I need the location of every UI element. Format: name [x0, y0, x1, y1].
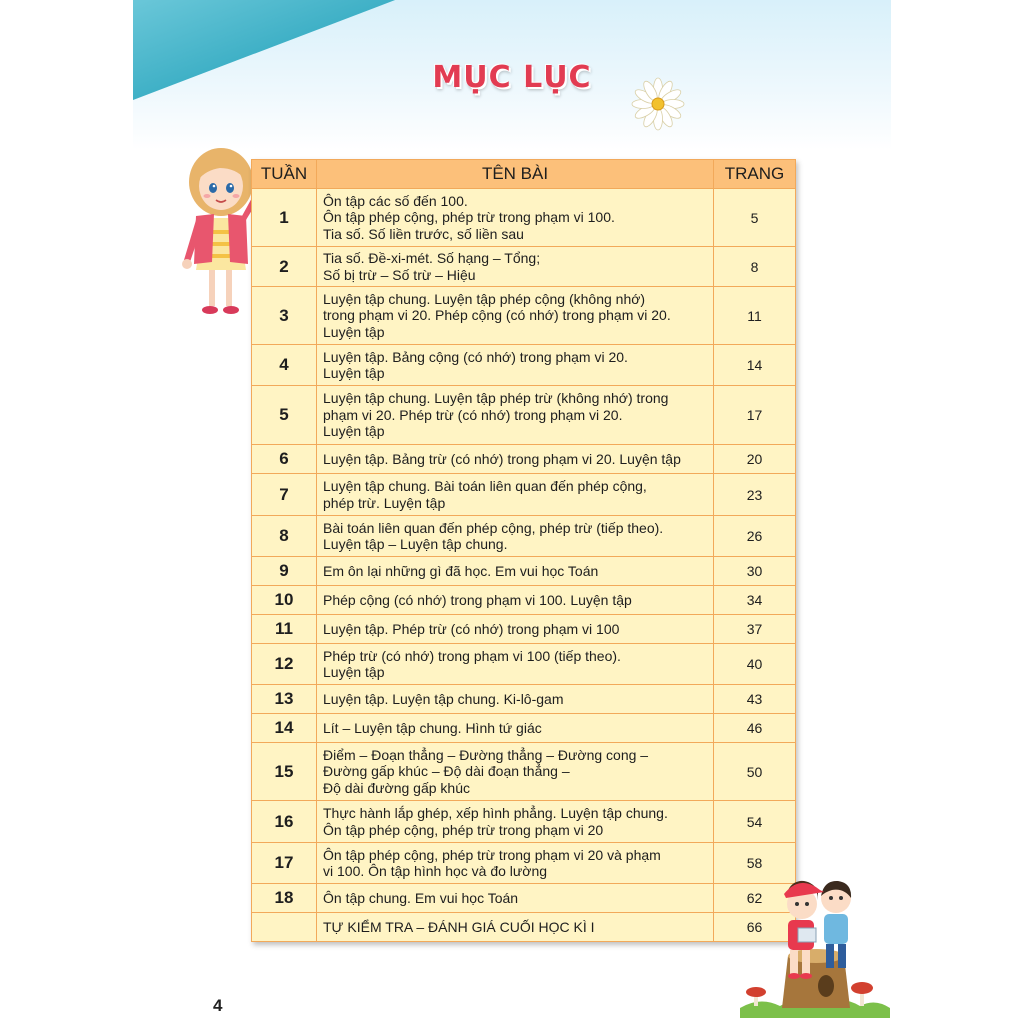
table-row — [252, 516, 796, 557]
row-week: 6 — [252, 445, 317, 474]
row-lesson-name — [317, 801, 714, 843]
lesson-line: Điểm – Đoạn thẳng – Đường thẳng – Đường cong – — [323, 746, 649, 763]
row-page: 50 — [714, 743, 796, 801]
row-lesson-name — [317, 189, 714, 247]
table-row — [252, 714, 796, 743]
table-row — [252, 913, 796, 942]
lesson-line: Luyện tập – Luyện tập chung. — [323, 536, 508, 552]
row-page: 11 — [714, 287, 796, 345]
lesson-line: Luyện tập. Bảng trừ (có nhớ) trong phạm vi 20. Luyện tập — [323, 450, 681, 467]
table-row — [252, 474, 796, 516]
lesson-line: Tia số. Số liền trước, số liền sau — [323, 225, 524, 242]
lesson-line: Luyện tập — [323, 365, 385, 381]
row-page: 26 — [714, 516, 796, 557]
row-page: 14 — [714, 345, 796, 386]
row-week: 3 — [252, 287, 317, 345]
row-lesson-name — [317, 884, 714, 913]
lesson-line: Luyện tập. Phép trừ (có nhớ) trong phạm vi 100 — [323, 620, 620, 637]
kids-reading-illustration — [740, 868, 890, 1018]
lesson-line: phép trừ. Luyện tập — [323, 494, 446, 511]
row-week: 14 — [252, 714, 317, 743]
lesson-line: Luyện tập chung. Luyện tập phép trừ (không nhớ) trong — [323, 390, 669, 407]
row-week: 16 — [252, 801, 317, 843]
row-week: 10 — [252, 586, 317, 615]
lesson-line: Luyện tập — [323, 423, 385, 440]
row-lesson-name — [317, 474, 714, 516]
row-page: 17 — [714, 386, 796, 445]
row-week: 9 — [252, 557, 317, 586]
table-of-contents — [251, 159, 796, 942]
lesson-line: Ôn tập chung. Em vui học Toán — [323, 889, 519, 906]
lesson-line: vi 100. Ôn tập hình học và đo lường — [323, 863, 548, 879]
row-week: 5 — [252, 386, 317, 445]
table-row — [252, 386, 796, 445]
row-page: 43 — [714, 685, 796, 714]
row-page: 62 — [714, 884, 796, 913]
table-row — [252, 345, 796, 386]
lesson-line: Ôn tập các số đến 100. — [323, 192, 468, 209]
row-lesson-name — [317, 644, 714, 685]
row-week: 12 — [252, 644, 317, 685]
row-page: 8 — [714, 247, 796, 287]
table-row — [252, 287, 796, 345]
table-row — [252, 189, 796, 247]
lesson-line: Luyện tập. Bảng cộng (có nhớ) trong phạm vi 20. — [323, 348, 628, 365]
page-title: MỤC LỤC — [432, 60, 592, 95]
table-row — [252, 743, 796, 801]
lesson-line: Luyện tập. Luyện tập chung. Ki-lô-gam — [323, 690, 564, 707]
row-page: 37 — [714, 615, 796, 644]
row-lesson-name — [317, 557, 714, 586]
table-row — [252, 247, 796, 287]
page-number: 4 — [213, 996, 223, 1015]
row-week: 13 — [252, 685, 317, 714]
lesson-line: Luyện tập chung. Luyện tập phép cộng (không nhớ) — [323, 290, 646, 307]
lesson-line: phạm vi 20. Phép trừ (có nhớ) trong phạm vi 20. — [323, 406, 623, 423]
lesson-line: Luyện tập — [323, 323, 385, 340]
row-week: 15 — [252, 743, 317, 801]
lesson-line: Lít – Luyện tập chung. Hình tứ giác — [323, 719, 542, 736]
table-row — [252, 557, 796, 586]
row-page: 54 — [714, 801, 796, 843]
row-page: 66 — [714, 913, 796, 942]
table-row — [252, 801, 796, 843]
header-lesson-name: TÊN BÀI — [317, 160, 714, 189]
row-lesson-name — [317, 345, 714, 386]
row-page: 40 — [714, 644, 796, 685]
row-page: 58 — [714, 843, 796, 884]
table-row — [252, 685, 796, 714]
lesson-line: Em ôn lại những gì đã học. Em vui học Toán — [323, 562, 599, 579]
row-lesson-name — [317, 913, 714, 942]
row-page: 46 — [714, 714, 796, 743]
row-week: 2 — [252, 247, 317, 287]
row-lesson-name — [317, 743, 714, 801]
lesson-line: Ôn tập phép cộng, phép trừ trong phạm vi 20 và phạm — [323, 846, 661, 863]
daisy-flower-icon — [630, 76, 686, 132]
book-page — [133, 0, 891, 1024]
row-lesson-name — [317, 516, 714, 557]
row-lesson-name — [317, 615, 714, 644]
row-page: 20 — [714, 445, 796, 474]
row-week: 4 — [252, 345, 317, 386]
row-page: 30 — [714, 557, 796, 586]
row-week: 17 — [252, 843, 317, 884]
lesson-line: Ôn tập phép cộng, phép trừ trong phạm vi 100. — [323, 209, 615, 226]
lesson-line: TỰ KIỂM TRA – ĐÁNH GIÁ CUỐI HỌC KÌ I — [323, 918, 595, 935]
lesson-line: Luyện tập — [323, 664, 385, 680]
row-week: 18 — [252, 884, 317, 913]
table-row — [252, 615, 796, 644]
table-row — [252, 644, 796, 685]
lesson-line: Thực hành lắp ghép, xếp hình phẳng. Luyện tập chung. — [323, 805, 668, 821]
lesson-line: Bài toán liên quan đến phép cộng, phép trừ (tiếp theo). — [323, 519, 664, 536]
header-page: TRANG — [714, 160, 796, 189]
row-lesson-name — [317, 247, 714, 287]
lesson-line: Đường gấp khúc – Độ dài đoạn thẳng – — [323, 763, 570, 780]
lesson-line: Số bị trừ – Số trừ – Hiệu — [323, 266, 476, 283]
row-week: 7 — [252, 474, 317, 516]
row-week — [252, 913, 317, 942]
row-lesson-name — [317, 386, 714, 445]
table-row — [252, 884, 796, 913]
lesson-line: Luyện tập chung. Bài toán liên quan đến phép cộng, — [323, 478, 647, 494]
table-row — [252, 843, 796, 884]
row-lesson-name — [317, 445, 714, 474]
lesson-line: Tia số. Đề-xi-mét. Số hạng – Tổng; — [323, 250, 541, 266]
row-lesson-name — [317, 586, 714, 615]
row-week: 11 — [252, 615, 317, 644]
row-lesson-name — [317, 287, 714, 345]
table-header-row — [252, 160, 796, 189]
row-page: 34 — [714, 586, 796, 615]
row-lesson-name — [317, 685, 714, 714]
lesson-line: trong phạm vi 20. Phép cộng (có nhớ) trong phạm vi 20. — [323, 307, 671, 324]
table-row — [252, 586, 796, 615]
lesson-line: Độ dài đường gấp khúc — [323, 779, 470, 796]
row-week: 1 — [252, 189, 317, 247]
row-lesson-name — [317, 714, 714, 743]
lesson-line: Phép trừ (có nhớ) trong phạm vi 100 (tiếp theo). — [323, 647, 621, 664]
lesson-line: Phép cộng (có nhớ) trong phạm vi 100. Luyện tập — [323, 591, 632, 608]
header-week: TUẦN — [252, 160, 317, 189]
row-page: 5 — [714, 189, 796, 247]
row-week: 8 — [252, 516, 317, 557]
row-lesson-name — [317, 843, 714, 884]
lesson-line: Ôn tập phép cộng, phép trừ trong phạm vi 20 — [323, 821, 604, 838]
row-page: 23 — [714, 474, 796, 516]
table-row — [252, 445, 796, 474]
